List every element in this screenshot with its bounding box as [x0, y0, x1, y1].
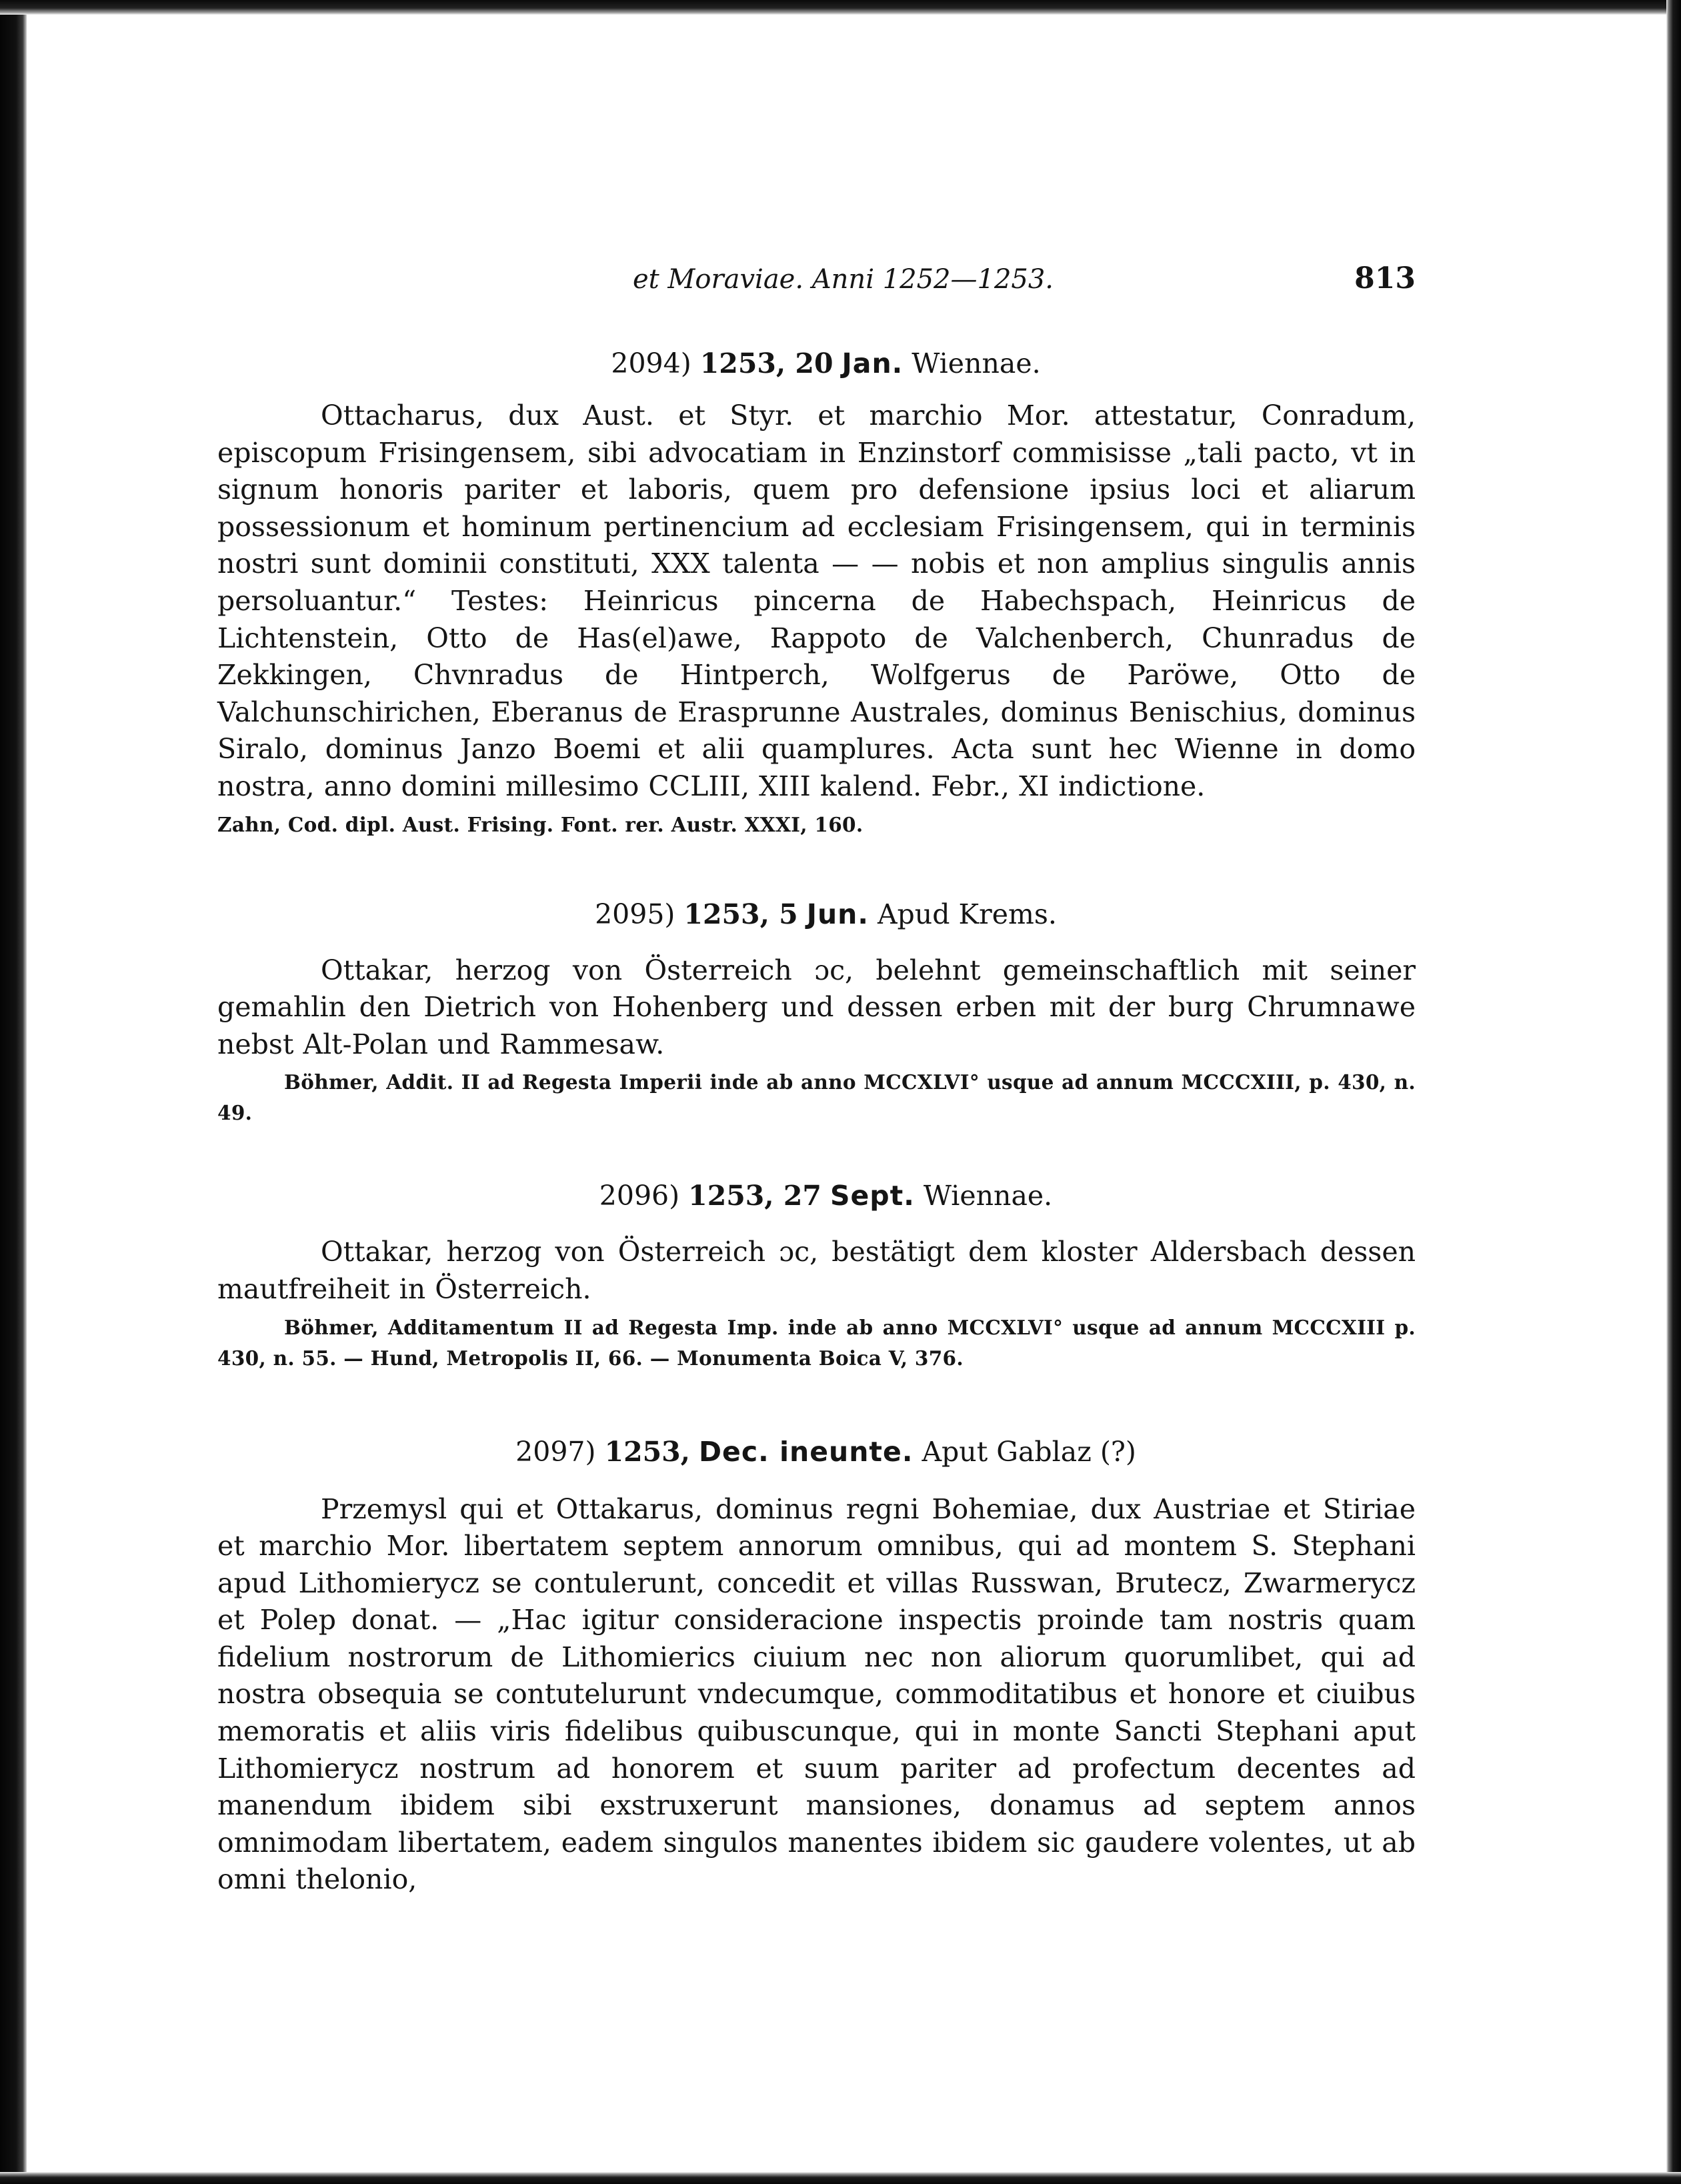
- entry-heading: [217, 343, 1416, 384]
- scan-border-left: [0, 0, 27, 2184]
- entry-date: 1253, 27: [688, 1180, 821, 1212]
- entry-source: Zahn, Cod. dipl. Aust. Frising. Font. rer. Austr. XXXI, 160.: [217, 812, 864, 836]
- entry-body: Ottakar, herzog von Österreich ɔc, belehnt gemeinschaftlich mit seiner gemahlin den Dietrich von Hohenberg und dessen erben mit der burg Chrumnawe nebst Alt-Polan und Rammesaw.: [217, 954, 1416, 1060]
- entry-date: 1253, 20: [699, 347, 833, 379]
- entry-place: Apud Krems.: [877, 898, 1057, 930]
- entry-place: Wiennae.: [912, 347, 1041, 379]
- entry-body: Ottacharus, dux Aust. et Styr. et marchio Mor. attestatur, Conradum, episcopum Frisingensem, sibi advocatiam in Enzinstorf commisisse „tali pacto, vt in signum honoris pariter et laboris, quem pro defensione ipsius loci et aliarum possessionum et hominum pertinencium ad ecclesiam Frisingensem, qui in terminis nostri sunt dominii constituti, XXX talenta — — nobis et non amplius singulis annis persoluantur.“ Testes: Heinricus pincerna de Habechspach, Heinricus de Lichtenstein, Otto de Has(el)awe, Rappoto de Valchenberch, Chunradus de Zekkingen, Chvnradus de Hintperch, Wolfgerus de Paröwe, Otto de Valchunschirichen, Eberanus de Erasprunne Australes, dominus Benischius, dominus Siralo, dominus Janzo Boemi et alii quamplures. Acta sunt hec Wienne in domo nostra, anno domini millesimo CCLIII, XIII kalend. Febr., XI indictione.: [217, 399, 1416, 802]
- entry-2096: [217, 1175, 1416, 1373]
- entry-month: Sept.: [829, 1180, 915, 1212]
- entry-2097: [217, 1431, 1416, 1899]
- entry-month: Jan.: [842, 347, 904, 379]
- scan-border-bottom: [0, 2172, 1681, 2184]
- entry-place: Wiennae.: [923, 1180, 1053, 1212]
- entry-source: Böhmer, Additamentum II ad Regesta Imp. inde ab anno MCCXLVI° usque ad annum MCCCXIII p. 430, n. 55. — Hund, Metropolis II, 66. — Monumenta Boica V, 376.: [217, 1315, 1416, 1370]
- entry-month: Jun.: [806, 898, 869, 930]
- entry-number: 2094): [611, 347, 691, 379]
- document-page: [217, 261, 1416, 1899]
- entry-number: 2097): [515, 1435, 596, 1468]
- entry-2094: [217, 343, 1416, 840]
- entry-heading: [217, 894, 1416, 935]
- entry-body: Przemysl qui et Ottakarus, dominus regni Bohemiae, dux Austriae et Stiriae et marchio Mor. libertatem septem annorum omnibus, qui ad montem S. Stephani apud Lithomierycz se contulerunt, concedit et villas Russwan, Brutecz, Zwarmerycz et Polep donat. — „Hac igitur consideracione inspectis proinde tam nostris quam fidelium nostrorum de Lithomierics ciuium nec non aliorum quorumlibet, qui ad nostra obsequia se contutelurunt vndecumque, commoditatibus et honore et ciuibus memoratis et aliis viris fidelibus quibuscunque, qui in monte Sancti Stephani aput Lithomierycz nostrum ad honorem et suum pariter ad profectum decentes ad manendum ibidem sibi exstruxerunt mansiones, donamus ad septem annos omnimodam libertatem, eadem singulos manentes ibidem sic gaudere volentes, ut ab omni thelonio,: [217, 1492, 1416, 1896]
- scan-border-right: [1666, 0, 1681, 2184]
- entry-date: 1253, 5: [683, 898, 798, 930]
- entry-date: 1253,: [604, 1435, 690, 1468]
- running-header: [217, 261, 1416, 315]
- entry-heading: [217, 1431, 1416, 1472]
- entry-2095: [217, 894, 1416, 1129]
- entry-number: 2095): [595, 898, 675, 930]
- entry-month: Dec. ineunte.: [699, 1435, 914, 1468]
- entry-body: Ottakar, herzog von Österreich ɔc, bestätigt dem kloster Aldersbach dessen mautfreiheit in Österreich.: [217, 1236, 1416, 1305]
- entry-number: 2096): [599, 1180, 680, 1212]
- scan-border-top: [0, 0, 1681, 15]
- entry-heading: [217, 1175, 1416, 1216]
- running-title: et Moraviae. Anni 1252—1253.: [632, 264, 1054, 295]
- entry-place: Aput Gablaz (?): [922, 1435, 1136, 1468]
- page-number: 813: [1354, 261, 1416, 295]
- entry-source: Böhmer, Addit. II ad Regesta Imperii inde ab anno MCCXLVI° usque ad annum MCCCXIII, p. 430, n. 49.: [217, 1070, 1416, 1125]
